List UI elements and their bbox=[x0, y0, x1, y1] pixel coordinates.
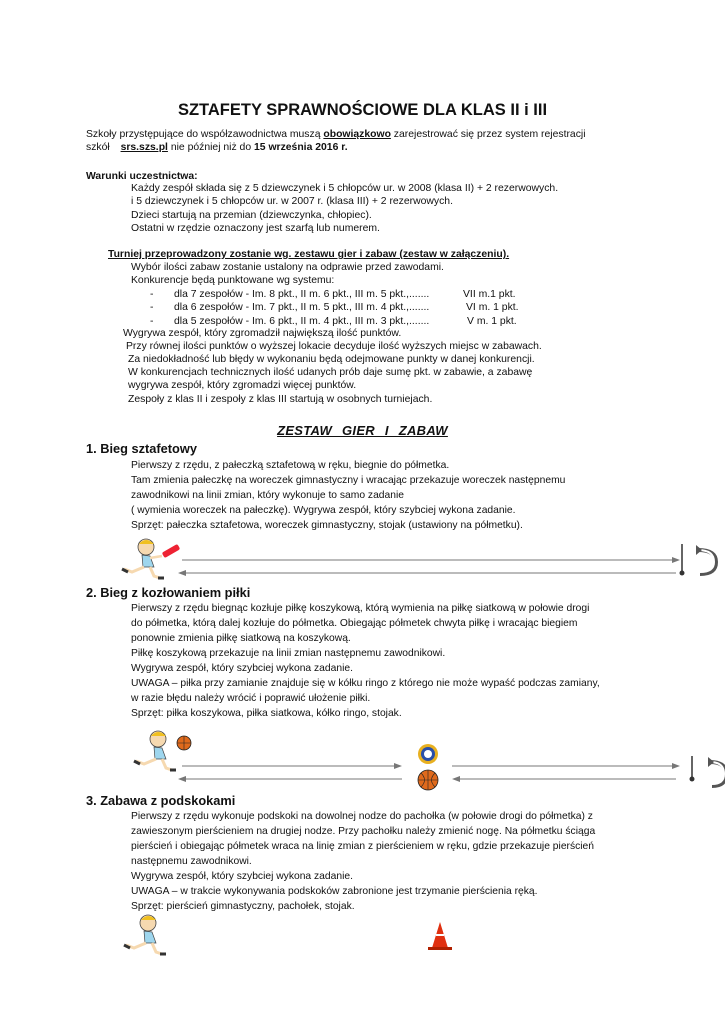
turniej-heading: Turniej przeprowadzony zostanie wg. zestawu gier i zabaw (zestaw w załączeniu). bbox=[108, 249, 510, 260]
game-line: w razie błędu należy wrócić i poprawić ułożenie piłki. bbox=[131, 693, 371, 704]
stand-icon bbox=[690, 756, 695, 782]
game-line: Sprzęt: pierścień gimnastyczny, pachołek, stojak. bbox=[131, 901, 355, 912]
game-line: Pierwszy z rzędu wykonuje podskoki na dowolnej nodze do pachołka (w połowie drogi do półmetka) z bbox=[131, 811, 593, 822]
game-line: Wygrywa zespół, który szybciej wykona zadanie. bbox=[131, 663, 353, 674]
game-line: Piłkę koszykową przekazuje na linii zmian następnemu zawodnikowi. bbox=[131, 648, 446, 659]
intro-text: zarejestrować się przez system rejestracji bbox=[390, 129, 586, 140]
game-line: do półmetka, którą dalej kozłuje do półmetka. Obiegając półmetek chwyta piłkę i wracając biegiem bbox=[131, 618, 578, 629]
dribble-diagram bbox=[110, 728, 720, 792]
deadline-date: 15 września 2016 r. bbox=[254, 142, 348, 153]
game-line: ( wymienia woreczek na pałeczkę). Wygrywa zespół, który szybciej wykona zadanie. bbox=[131, 505, 516, 516]
game-line: UWAGA – w trakcie wykonywania podskoków zabronione jest trzymanie pierścienia ręką. bbox=[131, 886, 538, 897]
basketball-icon bbox=[177, 736, 191, 750]
game-line: następnemu zawodnikowi. bbox=[131, 856, 252, 867]
game-line: Sprzęt: piłka koszykowa, piłka siatkowa, kółko ringo, stojak. bbox=[131, 708, 402, 719]
game-line: Pierwszy z rzędu biegnąc kozłuje piłkę koszykową, którą wymienia na piłkę siatkową w połowie drogi bbox=[131, 603, 590, 614]
relay-diagram bbox=[110, 536, 720, 584]
turniej-line: Wybór ilości zabaw zostanie ustalony na odprawie przed zawodami. bbox=[131, 262, 444, 273]
runner-icon bbox=[124, 915, 166, 954]
intro-line-1 bbox=[86, 128, 586, 141]
page-title: SZTAFETY SPRAWNOŚCIOWE DLA KLAS II i III bbox=[177, 101, 548, 119]
points-rule: dla 7 zespołów - Im. 8 pkt., II m. 6 pkt., III m. 5 pkt.,....... bbox=[174, 289, 430, 300]
turniej-rule: Wygrywa zespół, który zgromadził największą ilość punktów. bbox=[123, 328, 402, 339]
turniej-rule: wygrywa zespół, który zgromadzi więcej punktów. bbox=[128, 380, 357, 391]
registration-link[interactable]: srs.szs.pl bbox=[120, 142, 168, 153]
points-rule: dla 6 zespołów - Im. 7 pkt., II m. 5 pkt., III m. 4 pkt.,....... bbox=[174, 302, 430, 313]
intro-text: szkół bbox=[86, 142, 113, 153]
warunki-heading: Warunki uczestnictwa: bbox=[86, 171, 198, 182]
points-bullet: - bbox=[150, 302, 154, 313]
game-line: zawodnikowi na linii zmian, który wykonuje to samo zadanie bbox=[131, 490, 404, 501]
points-rule: dla 5 zespołów - Im. 6 pkt., II m. 4 pkt., III m. 3 pkt.,....... bbox=[174, 316, 430, 327]
turniej-rule: Przy równej ilości punktów o wyższej lokacie decyduje ilość wyższych miejsc w zabawach. bbox=[126, 341, 542, 352]
points-bullet: - bbox=[150, 316, 154, 327]
turniej-line: Konkurencje będą punktowane wg systemu: bbox=[131, 275, 335, 286]
points-bullet: - bbox=[150, 289, 154, 300]
game-line: Sprzęt: pałeczka sztafetowa, woreczek gimnastyczny, stojak (ustawiony na półmetku). bbox=[131, 520, 523, 531]
warunki-line: i 5 dziewczynek i 5 chłopców ur. w 2007 r. (klasa III) + 2 rezerwowych. bbox=[131, 196, 453, 207]
turniej-rule: Za niedokładność lub błędy w wykonaniu będą odejmowane punkty w danej konkurencji. bbox=[128, 354, 535, 365]
intro-obligatory: obowiązkowo bbox=[323, 129, 391, 140]
intro-text: nie później niż do bbox=[167, 142, 255, 153]
turniej-rule: W konkurencjach technicznych ilość udanych prób daje sumę pkt. w zabawie, a zabawę bbox=[128, 367, 533, 378]
game-line: zawieszonym pierścieniem na drugiej nodze. Przy pachołku należy zmienić nogę. Na półmetku ściąga bbox=[131, 826, 596, 837]
game-line: Tam zmienia pałeczkę na woreczek gimnastyczny i wracając przekazuje woreczek następnemu bbox=[131, 475, 566, 486]
game-line: pierścień i obiegając półmetek wraca na linię zmian z pierścieniem w ręku, gdzie przekazuje pierścień bbox=[131, 841, 595, 852]
game-3-heading: 3. Zabawa z podskokami bbox=[86, 793, 236, 808]
zestaw-heading: ZESTAW GIER I ZABAW bbox=[277, 423, 448, 438]
points-tail: VI m. 1 pkt. bbox=[466, 302, 519, 313]
points-tail: VII m.1 pkt. bbox=[463, 289, 516, 300]
warunki-line: Dzieci startują na przemian (dziewczynka, chłopiec). bbox=[131, 210, 372, 221]
stand-icon bbox=[680, 544, 685, 576]
basketball-icon bbox=[418, 770, 438, 790]
game-line: ponownie zmienia piłkę siatkową na koszykową. bbox=[131, 633, 351, 644]
turniej-rule: Zespoły z klas II i zespoły z klas III startują w osobnych turniejach. bbox=[128, 394, 433, 405]
hopping-diagram bbox=[110, 912, 470, 958]
game-line: Wygrywa zespół, który szybciej wykona zadanie. bbox=[131, 871, 353, 882]
runner-icon bbox=[122, 539, 164, 578]
runner-icon bbox=[134, 731, 176, 770]
points-tail: V m. 1 pkt. bbox=[467, 316, 517, 327]
intro-line-2 bbox=[86, 141, 348, 154]
volleyball-in-ring-icon bbox=[418, 744, 438, 764]
baton-icon bbox=[162, 544, 181, 558]
game-line: UWAGA – piłka przy zamianie znajduje się w kółku ringo z którego nie może wypaść podczas zamiany, bbox=[131, 678, 600, 689]
intro-text: Szkoły przystępujące do współzawodnictwa muszą bbox=[86, 129, 324, 140]
turn-around-icon bbox=[708, 757, 725, 786]
turn-around-icon bbox=[696, 545, 716, 574]
game-line: Pierwszy z rzędu, z pałeczką sztafetową w ręku, biegnie do półmetka. bbox=[131, 460, 450, 471]
warunki-line: Każdy zespół składa się z 5 dziewczynek i 5 chłopców ur. w 2008 (klasa II) + 2 rezerwowych. bbox=[131, 183, 559, 194]
game-2-heading: 2. Bieg z kozłowaniem piłki bbox=[86, 585, 251, 600]
warunki-line: Ostatni w rzędzie oznaczony jest szarfą lub numerem. bbox=[131, 223, 380, 234]
cone-icon bbox=[428, 922, 452, 950]
game-1-heading: 1. Bieg sztafetowy bbox=[86, 441, 197, 456]
